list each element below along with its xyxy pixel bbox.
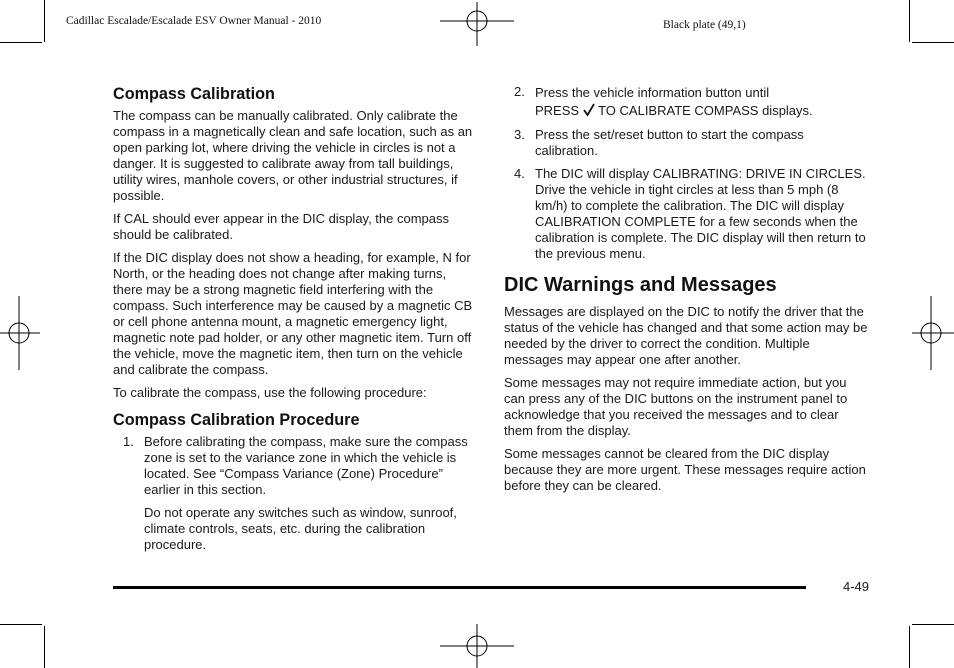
step-number: 2.: [514, 84, 525, 99]
step-text-post: TO CALIBRATE COMPASS displays.: [598, 103, 813, 118]
checkmark-icon: [583, 103, 595, 117]
right-column: [504, 84, 870, 501]
paragraph: To calibrate the compass, use the following procedure:: [113, 385, 427, 400]
step-1: [113, 434, 479, 553]
step-3: [504, 127, 870, 159]
step-text: Before calibrating the compass, make sure the compass zone is set to the variance zone in which the vehicle is located. See “Compass Variance (Zone) Procedure” earlier in this section.: [144, 434, 468, 497]
left-column: [113, 84, 479, 560]
manual-title: Cadillac Escalade/Escalade ESV Owner Manual - 2010: [66, 15, 322, 27]
procedure-heading: Compass Calibration Procedure: [113, 411, 360, 429]
footer-rule: [113, 586, 806, 589]
compass-calibration-heading: Compass Calibration: [113, 85, 275, 103]
dic-warnings-heading: DIC Warnings and Messages: [504, 274, 777, 296]
paragraph: The compass can be manually calibrated. Only calibrate the compass in a magnetically clean and safe location, such as an open parking lot, where driving the vehicle in circles is not a danger. It is suggested to calibrate away from tall buildings, utility wires, manhole covers, or other industrial structures, if possible.: [113, 108, 473, 203]
paragraph: If the DIC display does not show a heading, for example, N for North, or the heading does not change after making turns, there may be a strong magnetic field interfering with the compass. Such interference may be caused by a magnetic CB or cell phone antenna mount, a magnetic emergency light, magnetic note pad holder, or any other magnetic item. Turn off the vehicle, move the magnetic item, then turn on the vehicle and calibrate the compass.: [113, 250, 473, 377]
step-text: Press the set/reset button to start the compass calibration.: [535, 127, 804, 158]
step-4: [504, 166, 870, 262]
step-2: [504, 84, 870, 120]
step-number: 4.: [514, 166, 525, 181]
step-text: [535, 84, 870, 120]
step-number: 1.: [123, 434, 134, 449]
step-text-line1: Press the vehicle information button until: [535, 85, 770, 100]
registration-mark-top: [440, 2, 514, 46]
paragraph: If CAL should ever appear in the DIC display, the compass should be calibrated.: [113, 211, 450, 242]
registration-mark-bottom: [440, 624, 514, 668]
registration-mark-right: [912, 296, 954, 370]
step-number: 3.: [514, 127, 525, 142]
paragraph: Some messages may not require immediate action, but you can press any of the DIC buttons on the instrument panel to acknowledge that you received the messages and to clear them from the display.: [504, 375, 848, 438]
registration-mark-left: [0, 296, 40, 370]
paragraph: Some messages cannot be cleared from the DIC display because they are more urgent. These messages require action before they can be cleared.: [504, 446, 866, 493]
step-note: Do not operate any switches such as window, sunroof, climate controls, seats, etc. during the calibration procedure.: [144, 505, 457, 552]
plate-label: Black plate (49,1): [663, 19, 746, 31]
page-number: 4-49: [843, 579, 870, 594]
step-text: The DIC will display CALIBRATING: DRIVE IN CIRCLES. Drive the vehicle in tight circles at less than 5 mph (8 km/h) to complete the calibration. The DIC will display CALIBRATION COMPLETE for a few seconds when the calibration is complete. The DIC display will then return to the previous menu.: [535, 166, 866, 261]
paragraph: Messages are displayed on the DIC to notify the driver that the status of the vehicle has changed and that some action may be needed by the driver to correct the condition. Multiple messages may appear one after another.: [504, 304, 868, 367]
step-text-pre: PRESS: [535, 103, 580, 118]
